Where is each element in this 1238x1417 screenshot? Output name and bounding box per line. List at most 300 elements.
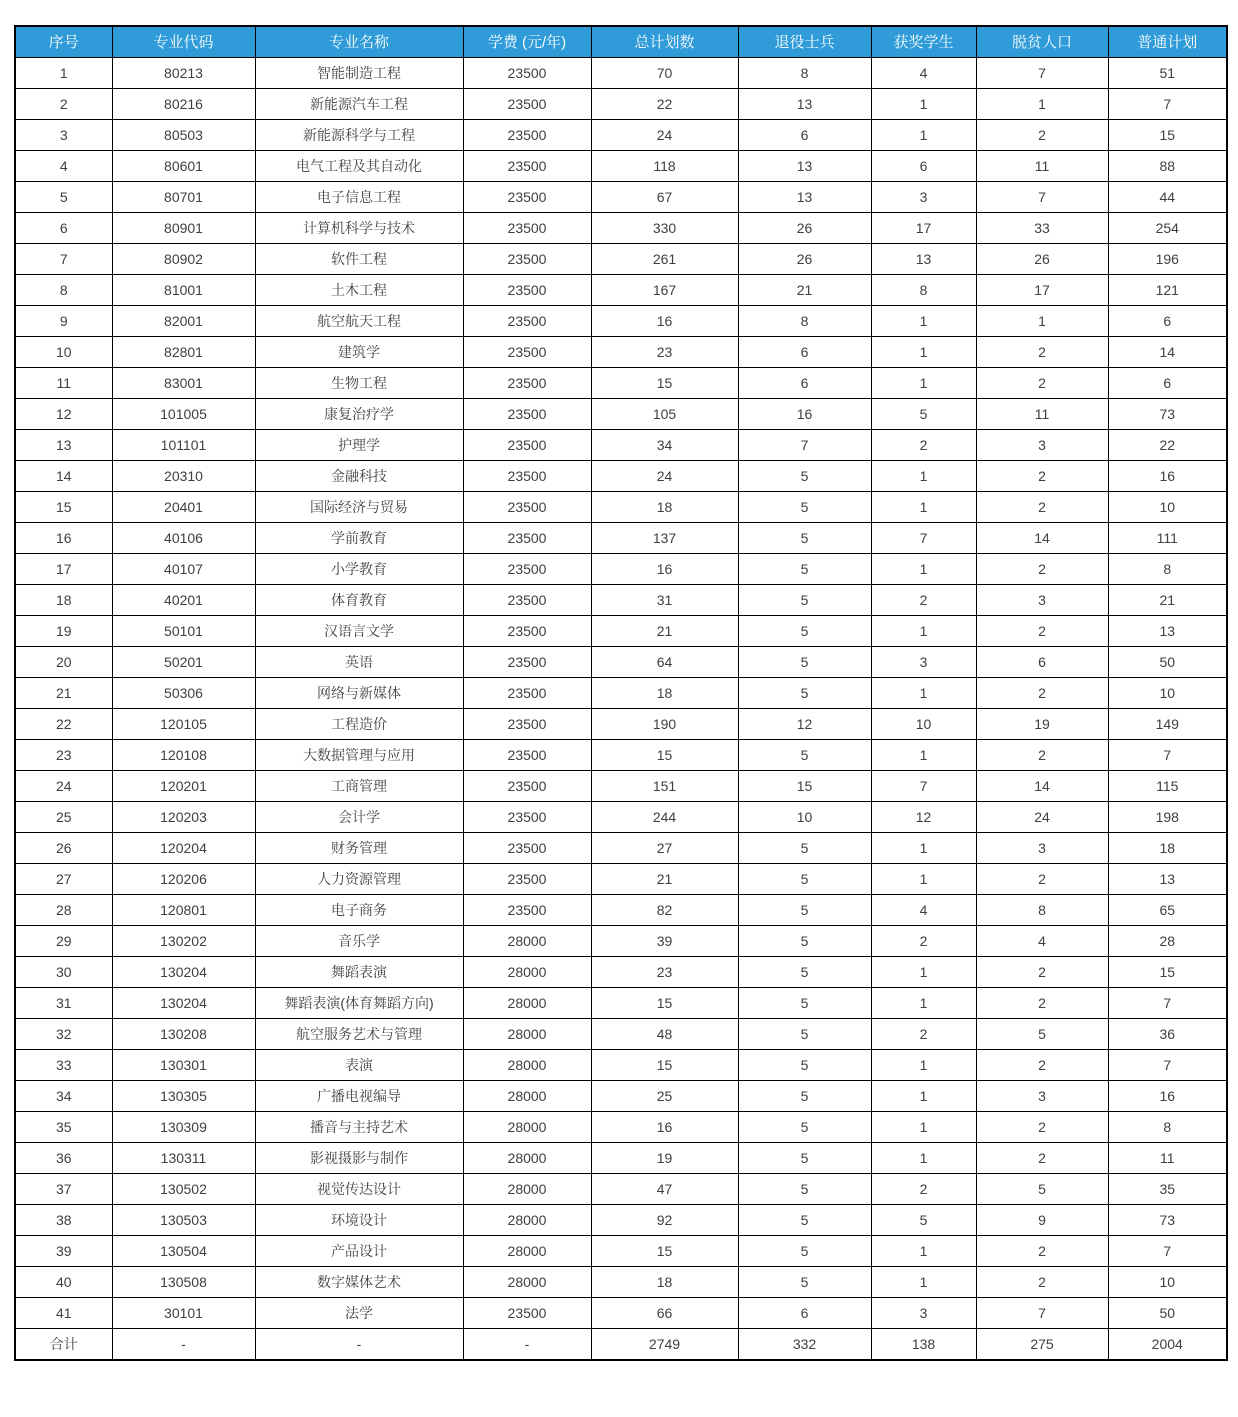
cell-poverty-population: 11 — [976, 150, 1108, 181]
cell-veterans: 6 — [738, 119, 871, 150]
cell-veterans: 21 — [738, 274, 871, 305]
cell-major-code: 120203 — [112, 801, 255, 832]
cell-veterans: 5 — [738, 584, 871, 615]
cell-poverty-population: 2 — [976, 956, 1108, 987]
cell-index: 1 — [15, 57, 112, 88]
cell-major-name: 软件工程 — [255, 243, 463, 274]
cell-tuition: 23500 — [463, 212, 591, 243]
cell-awarded-students: 2 — [871, 925, 976, 956]
table-row — [15, 739, 1227, 770]
cell-major-name: 新能源科学与工程 — [255, 119, 463, 150]
cell-awarded-students: 1 — [871, 1142, 976, 1173]
table-row — [15, 956, 1227, 987]
cell-index: 9 — [15, 305, 112, 336]
cell-regular-plan: 7 — [1108, 1235, 1227, 1266]
cell-tuition: 28000 — [463, 1142, 591, 1173]
cell-poverty-population: 4 — [976, 925, 1108, 956]
cell-veterans: 5 — [738, 460, 871, 491]
table-row — [15, 615, 1227, 646]
cell-total-plan: 16 — [591, 305, 738, 336]
cell-index: 39 — [15, 1235, 112, 1266]
cell-poverty-population: 11 — [976, 398, 1108, 429]
cell-index: 7 — [15, 243, 112, 274]
cell-regular-plan: 254 — [1108, 212, 1227, 243]
enrollment-plan-table — [14, 25, 1228, 1361]
cell-total-plan: 22 — [591, 88, 738, 119]
cell-major-name: 体育教育 — [255, 584, 463, 615]
cell-tuition: 23500 — [463, 181, 591, 212]
cell-index: 8 — [15, 274, 112, 305]
cell-poverty-population: 5 — [976, 1018, 1108, 1049]
cell-major-name: 播音与主持艺术 — [255, 1111, 463, 1142]
cell-regular-plan: 73 — [1108, 1204, 1227, 1235]
cell-veterans: 6 — [738, 367, 871, 398]
cell-index: 40 — [15, 1266, 112, 1297]
cell-index: 12 — [15, 398, 112, 429]
cell-veterans: 5 — [738, 1049, 871, 1080]
cell-major-code: 130503 — [112, 1204, 255, 1235]
cell-index: 31 — [15, 987, 112, 1018]
cell-tuition: 28000 — [463, 987, 591, 1018]
cell-major-code: 80701 — [112, 181, 255, 212]
col-header-regular-plan: 普通计划 — [1108, 26, 1227, 57]
cell-veterans: 8 — [738, 305, 871, 336]
cell-awarded-students: 1 — [871, 1049, 976, 1080]
cell-poverty-population: 1 — [976, 305, 1108, 336]
cell-major-name: 电子商务 — [255, 894, 463, 925]
cell-total-plan: 190 — [591, 708, 738, 739]
cell-tuition: 23500 — [463, 677, 591, 708]
table-row — [15, 801, 1227, 832]
cell-regular-plan: 121 — [1108, 274, 1227, 305]
table-row — [15, 1049, 1227, 1080]
cell-poverty-population: 3 — [976, 832, 1108, 863]
cell-major-name: 影视摄影与制作 — [255, 1142, 463, 1173]
cell-veterans: 26 — [738, 212, 871, 243]
cell-awarded-students: 2 — [871, 1018, 976, 1049]
cell-awarded-students: 2 — [871, 584, 976, 615]
cell-index: 6 — [15, 212, 112, 243]
cell-veterans: 26 — [738, 243, 871, 274]
cell-regular-plan: 6 — [1108, 367, 1227, 398]
cell-veterans: 7 — [738, 429, 871, 460]
cell-regular-plan: 7 — [1108, 88, 1227, 119]
cell-major-name: 产品设计 — [255, 1235, 463, 1266]
cell-veterans: 5 — [738, 646, 871, 677]
cell-regular-plan: 73 — [1108, 398, 1227, 429]
cell-veterans: 5 — [738, 739, 871, 770]
cell-veterans: 5 — [738, 677, 871, 708]
cell-major-name: 工程造价 — [255, 708, 463, 739]
cell-regular-plan: 15 — [1108, 119, 1227, 150]
cell-total-plan: 15 — [591, 739, 738, 770]
cell-major-code: 130204 — [112, 956, 255, 987]
table-row — [15, 1018, 1227, 1049]
cell-poverty-population: 33 — [976, 212, 1108, 243]
cell-regular-plan: 6 — [1108, 305, 1227, 336]
cell-index: 3 — [15, 119, 112, 150]
cell-regular-plan: 35 — [1108, 1173, 1227, 1204]
cell-veterans: 5 — [738, 1111, 871, 1142]
cell-veterans: 5 — [738, 832, 871, 863]
cell-total-plan: 24 — [591, 119, 738, 150]
cell-awarded-students: 4 — [871, 894, 976, 925]
cell-tuition: 28000 — [463, 1173, 591, 1204]
cell-major-code: 120801 — [112, 894, 255, 925]
cell-index: 23 — [15, 739, 112, 770]
table-row — [15, 1080, 1227, 1111]
cell-index: 19 — [15, 615, 112, 646]
cell-tuition: 23500 — [463, 894, 591, 925]
cell-veterans: 5 — [738, 553, 871, 584]
cell-index: 14 — [15, 460, 112, 491]
cell-awarded-students: 13 — [871, 243, 976, 274]
cell-regular-plan: 10 — [1108, 677, 1227, 708]
cell-regular-plan: 50 — [1108, 646, 1227, 677]
cell-major-code: 130208 — [112, 1018, 255, 1049]
cell-total-plan: 48 — [591, 1018, 738, 1049]
col-header-poverty-population: 脱贫人口 — [976, 26, 1108, 57]
cell-awarded-students: 1 — [871, 615, 976, 646]
cell-total-plan: 21 — [591, 615, 738, 646]
cell-regular-plan: 198 — [1108, 801, 1227, 832]
cell-total-plan: 151 — [591, 770, 738, 801]
table-row — [15, 894, 1227, 925]
cell-regular-plan: 7 — [1108, 739, 1227, 770]
cell-index: 13 — [15, 429, 112, 460]
table-row — [15, 832, 1227, 863]
table-row — [15, 398, 1227, 429]
cell-poverty-population: 2 — [976, 1235, 1108, 1266]
cell-major-code: 82801 — [112, 336, 255, 367]
cell-major-code: 130508 — [112, 1266, 255, 1297]
table-header — [15, 26, 1227, 57]
cell-awarded-students: 17 — [871, 212, 976, 243]
table-row — [15, 925, 1227, 956]
cell-awarded-students: 1 — [871, 367, 976, 398]
table-row — [15, 708, 1227, 739]
cell-major-code: 101005 — [112, 398, 255, 429]
cell-major-name: 表演 — [255, 1049, 463, 1080]
table-row — [15, 460, 1227, 491]
cell-major-name: 小学教育 — [255, 553, 463, 584]
cell-tuition: 23500 — [463, 491, 591, 522]
cell-awarded-students: 1 — [871, 491, 976, 522]
cell-regular-plan: 14 — [1108, 336, 1227, 367]
cell-total-plan: 23 — [591, 336, 738, 367]
cell-poverty-population: 2 — [976, 119, 1108, 150]
cell-tuition: 28000 — [463, 1266, 591, 1297]
cell-regular-plan: 18 — [1108, 832, 1227, 863]
cell-total-plan: 261 — [591, 243, 738, 274]
cell-index: 合计 — [15, 1328, 112, 1360]
table-row — [15, 1173, 1227, 1204]
cell-veterans: 5 — [738, 1235, 871, 1266]
cell-index: 11 — [15, 367, 112, 398]
cell-major-code: 50101 — [112, 615, 255, 646]
cell-major-code: 130301 — [112, 1049, 255, 1080]
table-row — [15, 88, 1227, 119]
cell-total-plan: 18 — [591, 1266, 738, 1297]
cell-total-plan: 39 — [591, 925, 738, 956]
cell-major-code: 80601 — [112, 150, 255, 181]
cell-major-name: 建筑学 — [255, 336, 463, 367]
cell-poverty-population: 2 — [976, 553, 1108, 584]
cell-index: 24 — [15, 770, 112, 801]
cell-awarded-students: 2 — [871, 429, 976, 460]
cell-total-plan: 23 — [591, 956, 738, 987]
cell-veterans: 5 — [738, 987, 871, 1018]
cell-index: 37 — [15, 1173, 112, 1204]
cell-major-code: - — [112, 1328, 255, 1360]
cell-regular-plan: 7 — [1108, 1049, 1227, 1080]
cell-awarded-students: 7 — [871, 770, 976, 801]
cell-veterans: 5 — [738, 1018, 871, 1049]
cell-major-code: 80216 — [112, 88, 255, 119]
cell-tuition: 23500 — [463, 708, 591, 739]
cell-regular-plan: 50 — [1108, 1297, 1227, 1328]
cell-major-code: 130309 — [112, 1111, 255, 1142]
cell-veterans: 5 — [738, 925, 871, 956]
cell-regular-plan: 10 — [1108, 491, 1227, 522]
cell-awarded-students: 3 — [871, 181, 976, 212]
cell-poverty-population: 14 — [976, 522, 1108, 553]
cell-awarded-students: 1 — [871, 677, 976, 708]
table-row — [15, 1204, 1227, 1235]
cell-major-name: 大数据管理与应用 — [255, 739, 463, 770]
cell-total-plan: 16 — [591, 1111, 738, 1142]
table-row — [15, 1111, 1227, 1142]
cell-total-plan: 67 — [591, 181, 738, 212]
table-row — [15, 553, 1227, 584]
cell-total-plan: 330 — [591, 212, 738, 243]
cell-major-name: 人力资源管理 — [255, 863, 463, 894]
cell-veterans: 5 — [738, 1266, 871, 1297]
cell-tuition: 28000 — [463, 956, 591, 987]
cell-regular-plan: 10 — [1108, 1266, 1227, 1297]
cell-major-name: 康复治疗学 — [255, 398, 463, 429]
cell-major-code: 50201 — [112, 646, 255, 677]
cell-index: 16 — [15, 522, 112, 553]
cell-major-name: 计算机科学与技术 — [255, 212, 463, 243]
cell-total-plan: 70 — [591, 57, 738, 88]
cell-total-plan: 31 — [591, 584, 738, 615]
cell-major-name: 智能制造工程 — [255, 57, 463, 88]
cell-regular-plan: 88 — [1108, 150, 1227, 181]
cell-awarded-students: 1 — [871, 305, 976, 336]
cell-total-plan: 15 — [591, 367, 738, 398]
cell-major-code: 20310 — [112, 460, 255, 491]
cell-total-plan: 16 — [591, 553, 738, 584]
cell-total-plan: 82 — [591, 894, 738, 925]
cell-tuition: 23500 — [463, 398, 591, 429]
cell-veterans: 6 — [738, 1297, 871, 1328]
cell-veterans: 13 — [738, 88, 871, 119]
cell-major-name: 学前教育 — [255, 522, 463, 553]
cell-veterans: 5 — [738, 863, 871, 894]
cell-total-plan: 18 — [591, 677, 738, 708]
cell-major-code: 40201 — [112, 584, 255, 615]
table-row — [15, 584, 1227, 615]
cell-major-name: 工商管理 — [255, 770, 463, 801]
cell-awarded-students: 3 — [871, 1297, 976, 1328]
cell-poverty-population: 26 — [976, 243, 1108, 274]
cell-poverty-population: 2 — [976, 1266, 1108, 1297]
cell-tuition: 23500 — [463, 429, 591, 460]
cell-poverty-population: 24 — [976, 801, 1108, 832]
col-header-total-plan: 总计划数 — [591, 26, 738, 57]
cell-index: 25 — [15, 801, 112, 832]
cell-major-name: 数字媒体艺术 — [255, 1266, 463, 1297]
cell-awarded-students: 1 — [871, 460, 976, 491]
cell-tuition: 23500 — [463, 770, 591, 801]
cell-poverty-population: 2 — [976, 987, 1108, 1018]
cell-tuition: 23500 — [463, 832, 591, 863]
cell-index: 35 — [15, 1111, 112, 1142]
cell-awarded-students: 138 — [871, 1328, 976, 1360]
cell-major-code: 120206 — [112, 863, 255, 894]
cell-total-plan: 137 — [591, 522, 738, 553]
cell-regular-plan: 196 — [1108, 243, 1227, 274]
cell-total-plan: 47 — [591, 1173, 738, 1204]
cell-major-name: 舞蹈表演(体育舞蹈方向) — [255, 987, 463, 1018]
cell-tuition: 23500 — [463, 553, 591, 584]
cell-awarded-students: 1 — [871, 987, 976, 1018]
cell-major-code: 80213 — [112, 57, 255, 88]
cell-total-plan: 34 — [591, 429, 738, 460]
cell-major-code: 20401 — [112, 491, 255, 522]
cell-major-code: 83001 — [112, 367, 255, 398]
cell-index: 38 — [15, 1204, 112, 1235]
cell-total-plan: 15 — [591, 987, 738, 1018]
table-row — [15, 336, 1227, 367]
table-row — [15, 863, 1227, 894]
cell-veterans: 10 — [738, 801, 871, 832]
cell-veterans: 5 — [738, 491, 871, 522]
cell-tuition: 23500 — [463, 460, 591, 491]
cell-total-plan: 118 — [591, 150, 738, 181]
table-row — [15, 57, 1227, 88]
cell-regular-plan: 16 — [1108, 1080, 1227, 1111]
cell-tuition: 23500 — [463, 57, 591, 88]
cell-tuition: 23500 — [463, 336, 591, 367]
cell-tuition: 23500 — [463, 88, 591, 119]
cell-awarded-students: 1 — [871, 956, 976, 987]
cell-index: 2 — [15, 88, 112, 119]
cell-poverty-population: 2 — [976, 863, 1108, 894]
cell-major-name: 网络与新媒体 — [255, 677, 463, 708]
cell-regular-plan: 16 — [1108, 460, 1227, 491]
cell-total-plan: 19 — [591, 1142, 738, 1173]
cell-regular-plan: 7 — [1108, 987, 1227, 1018]
cell-tuition: - — [463, 1328, 591, 1360]
cell-tuition: 23500 — [463, 305, 591, 336]
table-row — [15, 646, 1227, 677]
cell-awarded-students: 1 — [871, 863, 976, 894]
cell-tuition: 23500 — [463, 274, 591, 305]
table-body — [15, 57, 1227, 1360]
cell-poverty-population: 3 — [976, 1080, 1108, 1111]
cell-poverty-population: 275 — [976, 1328, 1108, 1360]
cell-major-name: 舞蹈表演 — [255, 956, 463, 987]
cell-regular-plan: 149 — [1108, 708, 1227, 739]
cell-tuition: 23500 — [463, 584, 591, 615]
cell-tuition: 23500 — [463, 615, 591, 646]
cell-major-code: 120108 — [112, 739, 255, 770]
table-row — [15, 1297, 1227, 1328]
cell-veterans: 5 — [738, 522, 871, 553]
cell-total-plan: 64 — [591, 646, 738, 677]
cell-total-plan: 18 — [591, 491, 738, 522]
cell-major-name: 新能源汽车工程 — [255, 88, 463, 119]
cell-poverty-population: 19 — [976, 708, 1108, 739]
table-row — [15, 181, 1227, 212]
cell-poverty-population: 2 — [976, 615, 1108, 646]
cell-index: 21 — [15, 677, 112, 708]
cell-awarded-students: 6 — [871, 150, 976, 181]
cell-index: 27 — [15, 863, 112, 894]
cell-major-name: - — [255, 1328, 463, 1360]
cell-tuition: 28000 — [463, 1111, 591, 1142]
cell-major-name: 电气工程及其自动化 — [255, 150, 463, 181]
cell-tuition: 23500 — [463, 1297, 591, 1328]
cell-poverty-population: 1 — [976, 88, 1108, 119]
col-header-major-name: 专业名称 — [255, 26, 463, 57]
cell-regular-plan: 11 — [1108, 1142, 1227, 1173]
cell-index: 20 — [15, 646, 112, 677]
cell-awarded-students: 5 — [871, 1204, 976, 1235]
cell-major-name: 护理学 — [255, 429, 463, 460]
cell-major-code: 50306 — [112, 677, 255, 708]
cell-index: 36 — [15, 1142, 112, 1173]
cell-major-code: 40107 — [112, 553, 255, 584]
cell-veterans: 5 — [738, 615, 871, 646]
cell-index: 22 — [15, 708, 112, 739]
cell-tuition: 28000 — [463, 1204, 591, 1235]
cell-major-name: 会计学 — [255, 801, 463, 832]
cell-index: 32 — [15, 1018, 112, 1049]
total-row — [15, 1328, 1227, 1360]
table-row — [15, 367, 1227, 398]
cell-regular-plan: 15 — [1108, 956, 1227, 987]
cell-major-code: 80901 — [112, 212, 255, 243]
cell-regular-plan: 44 — [1108, 181, 1227, 212]
table-row — [15, 150, 1227, 181]
cell-awarded-students: 3 — [871, 646, 976, 677]
cell-tuition: 23500 — [463, 119, 591, 150]
cell-awarded-students: 1 — [871, 1266, 976, 1297]
cell-awarded-students: 1 — [871, 1080, 976, 1111]
cell-veterans: 5 — [738, 1142, 871, 1173]
cell-index: 15 — [15, 491, 112, 522]
cell-tuition: 28000 — [463, 1235, 591, 1266]
cell-awarded-students: 10 — [871, 708, 976, 739]
cell-tuition: 23500 — [463, 646, 591, 677]
cell-major-code: 130502 — [112, 1173, 255, 1204]
col-header-tuition: 学费 (元/年) — [463, 26, 591, 57]
cell-awarded-students: 1 — [871, 88, 976, 119]
cell-index: 17 — [15, 553, 112, 584]
cell-veterans: 16 — [738, 398, 871, 429]
cell-total-plan: 24 — [591, 460, 738, 491]
cell-major-code: 120204 — [112, 832, 255, 863]
cell-awarded-students: 5 — [871, 398, 976, 429]
cell-index: 33 — [15, 1049, 112, 1080]
cell-regular-plan: 51 — [1108, 57, 1227, 88]
cell-major-name: 土木工程 — [255, 274, 463, 305]
cell-tuition: 28000 — [463, 1080, 591, 1111]
cell-veterans: 5 — [738, 956, 871, 987]
